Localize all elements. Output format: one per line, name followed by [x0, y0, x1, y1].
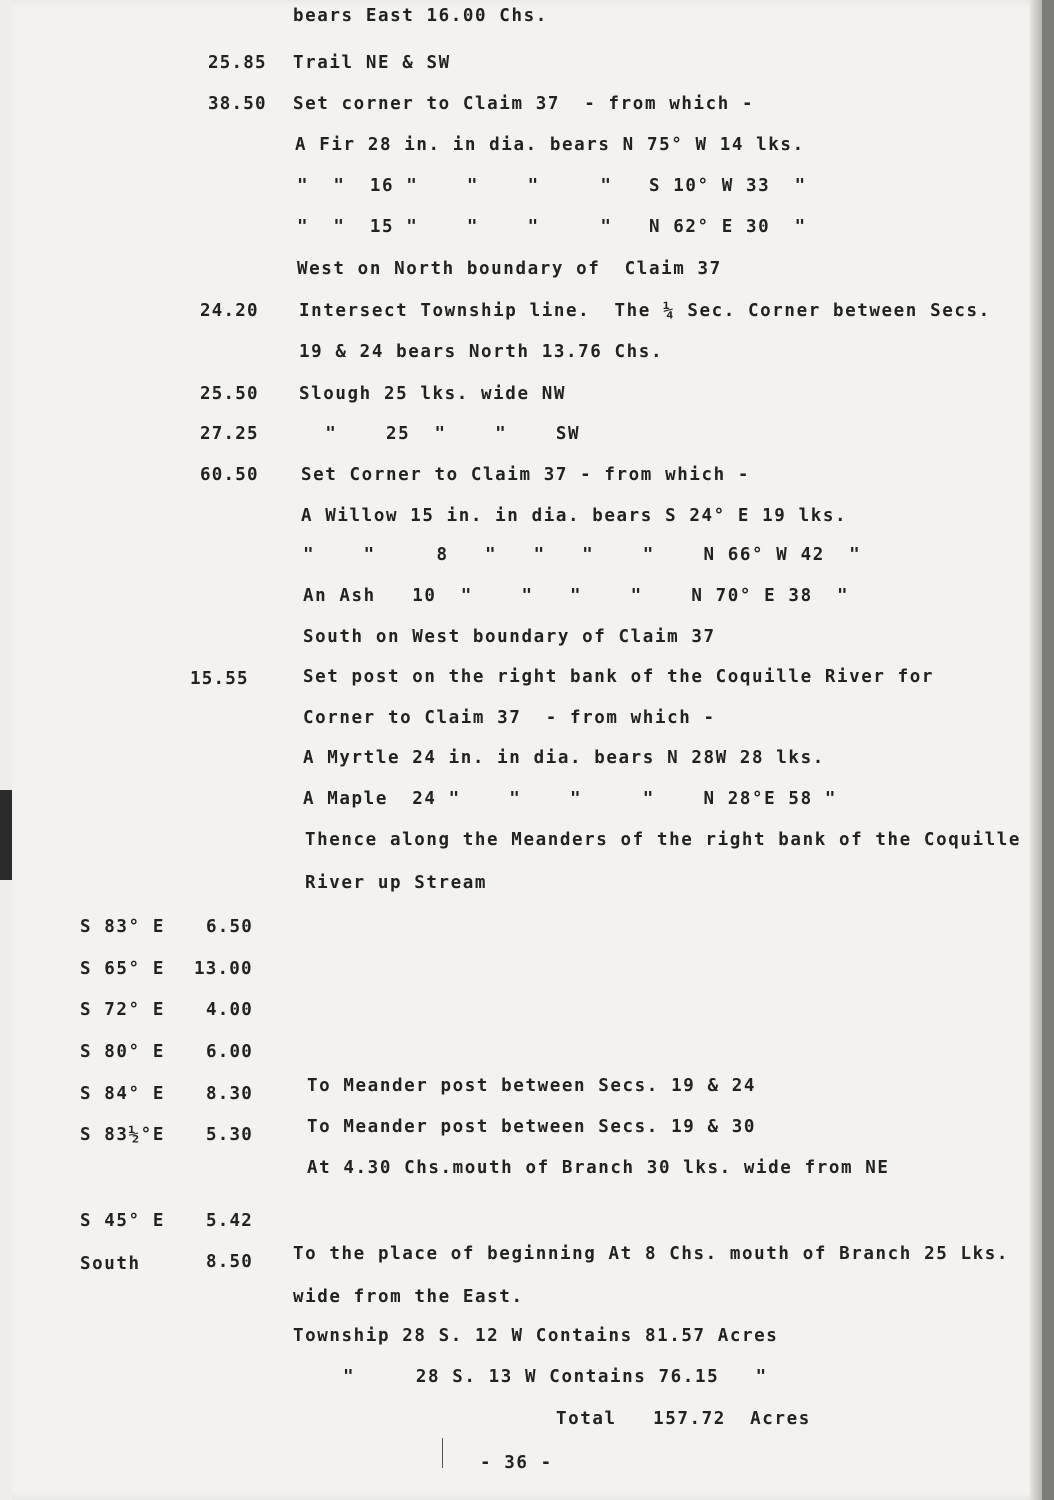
text-line: Set corner to Claim 37 - from which - [293, 94, 755, 114]
text-line: An Ash 10 " " " " N 70° E 38 " [303, 586, 850, 606]
adjacent-page-photo [0, 790, 12, 880]
text-line: Trail NE & SW [293, 53, 451, 73]
acreage-total: Total 157.72 Acres [556, 1409, 811, 1429]
meander-distance: 6.50 [206, 917, 253, 937]
page-binding-shadow [1030, 0, 1042, 1500]
binding-mark [442, 1438, 443, 1468]
acreage-line: " 28 S. 13 W Contains 76.15 " [343, 1367, 768, 1387]
distance-value: 24.20 [200, 301, 259, 321]
acreage-line: Township 28 S. 12 W Contains 81.57 Acres [293, 1326, 779, 1346]
text-line: " " 8 " " " " N 66° W 42 " [303, 545, 862, 565]
meander-distance: 5.30 [206, 1125, 253, 1145]
text-line: A Maple 24 " " " " N 28°E 58 " [303, 789, 837, 809]
meander-bearing: South [80, 1254, 141, 1274]
meander-bearing: S 83½°E [80, 1125, 165, 1145]
meander-distance: 6.00 [206, 1042, 253, 1062]
text-line: A Willow 15 in. in dia. bears S 24° E 19 lks. [301, 506, 848, 526]
meander-distance: 13.00 [194, 959, 253, 979]
text-line: River up Stream [305, 873, 488, 893]
distance-value: 60.50 [200, 465, 259, 485]
text-line: Intersect Township line. The ¼ Sec. Corner between Secs. [299, 301, 991, 321]
text-line: Set post on the right bank of the Coquille River for [303, 667, 935, 687]
text-line: To the place of beginning At 8 Chs. mouth of Branch 25 Lks. [293, 1244, 1010, 1264]
text-line: To Meander post between Secs. 19 & 24 [307, 1076, 757, 1096]
page-number: - 36 - [480, 1453, 553, 1473]
text-line: At 4.30 Chs.mouth of Branch 30 lks. wide from NE [307, 1158, 890, 1178]
text-line: West on North boundary of Claim 37 [297, 259, 722, 279]
text-line: Slough 25 lks. wide NW [299, 384, 566, 404]
distance-value: 27.25 [200, 424, 259, 444]
meander-distance: 5.42 [206, 1211, 253, 1231]
distance-value: 25.50 [200, 384, 259, 404]
text-line: Corner to Claim 37 - from which - [303, 708, 716, 728]
text-line: bears East 16.00 Chs. [293, 6, 548, 26]
text-line: wide from the East. [293, 1287, 524, 1307]
meander-distance: 4.00 [206, 1000, 253, 1020]
distance-value: 15.55 [190, 669, 249, 689]
meander-bearing: S 80° E [80, 1042, 165, 1062]
text-line: " " 15 " " " " N 62° E 30 " [297, 217, 807, 237]
distance-value: 25.85 [208, 53, 267, 73]
text-line: Thence along the Meanders of the right bank of the Coquille [305, 830, 1022, 850]
text-line: To Meander post between Secs. 19 & 30 [307, 1117, 757, 1137]
text-line: Set Corner to Claim 37 - from which - [301, 465, 751, 485]
text-line: A Myrtle 24 in. in dia. bears N 28W 28 lks. [303, 748, 825, 768]
document-page [12, 0, 1042, 1500]
meander-bearing: S 72° E [80, 1000, 165, 1020]
text-line: " " 16 " " " " S 10° W 33 " [297, 176, 807, 196]
distance-value: 38.50 [208, 94, 267, 114]
text-line: A Fir 28 in. in dia. bears N 75° W 14 lks. [295, 135, 805, 155]
text-line: South on West boundary of Claim 37 [303, 627, 716, 647]
meander-distance: 8.30 [206, 1084, 253, 1104]
meander-bearing: S 83° E [80, 917, 165, 937]
meander-distance: 8.50 [206, 1252, 253, 1272]
meander-bearing: S 84° E [80, 1084, 165, 1104]
text-line: " 25 " " SW [301, 424, 581, 444]
meander-bearing: S 45° E [80, 1211, 165, 1231]
meander-bearing: S 65° E [80, 959, 165, 979]
text-line: 19 & 24 bears North 13.76 Chs. [299, 342, 664, 362]
